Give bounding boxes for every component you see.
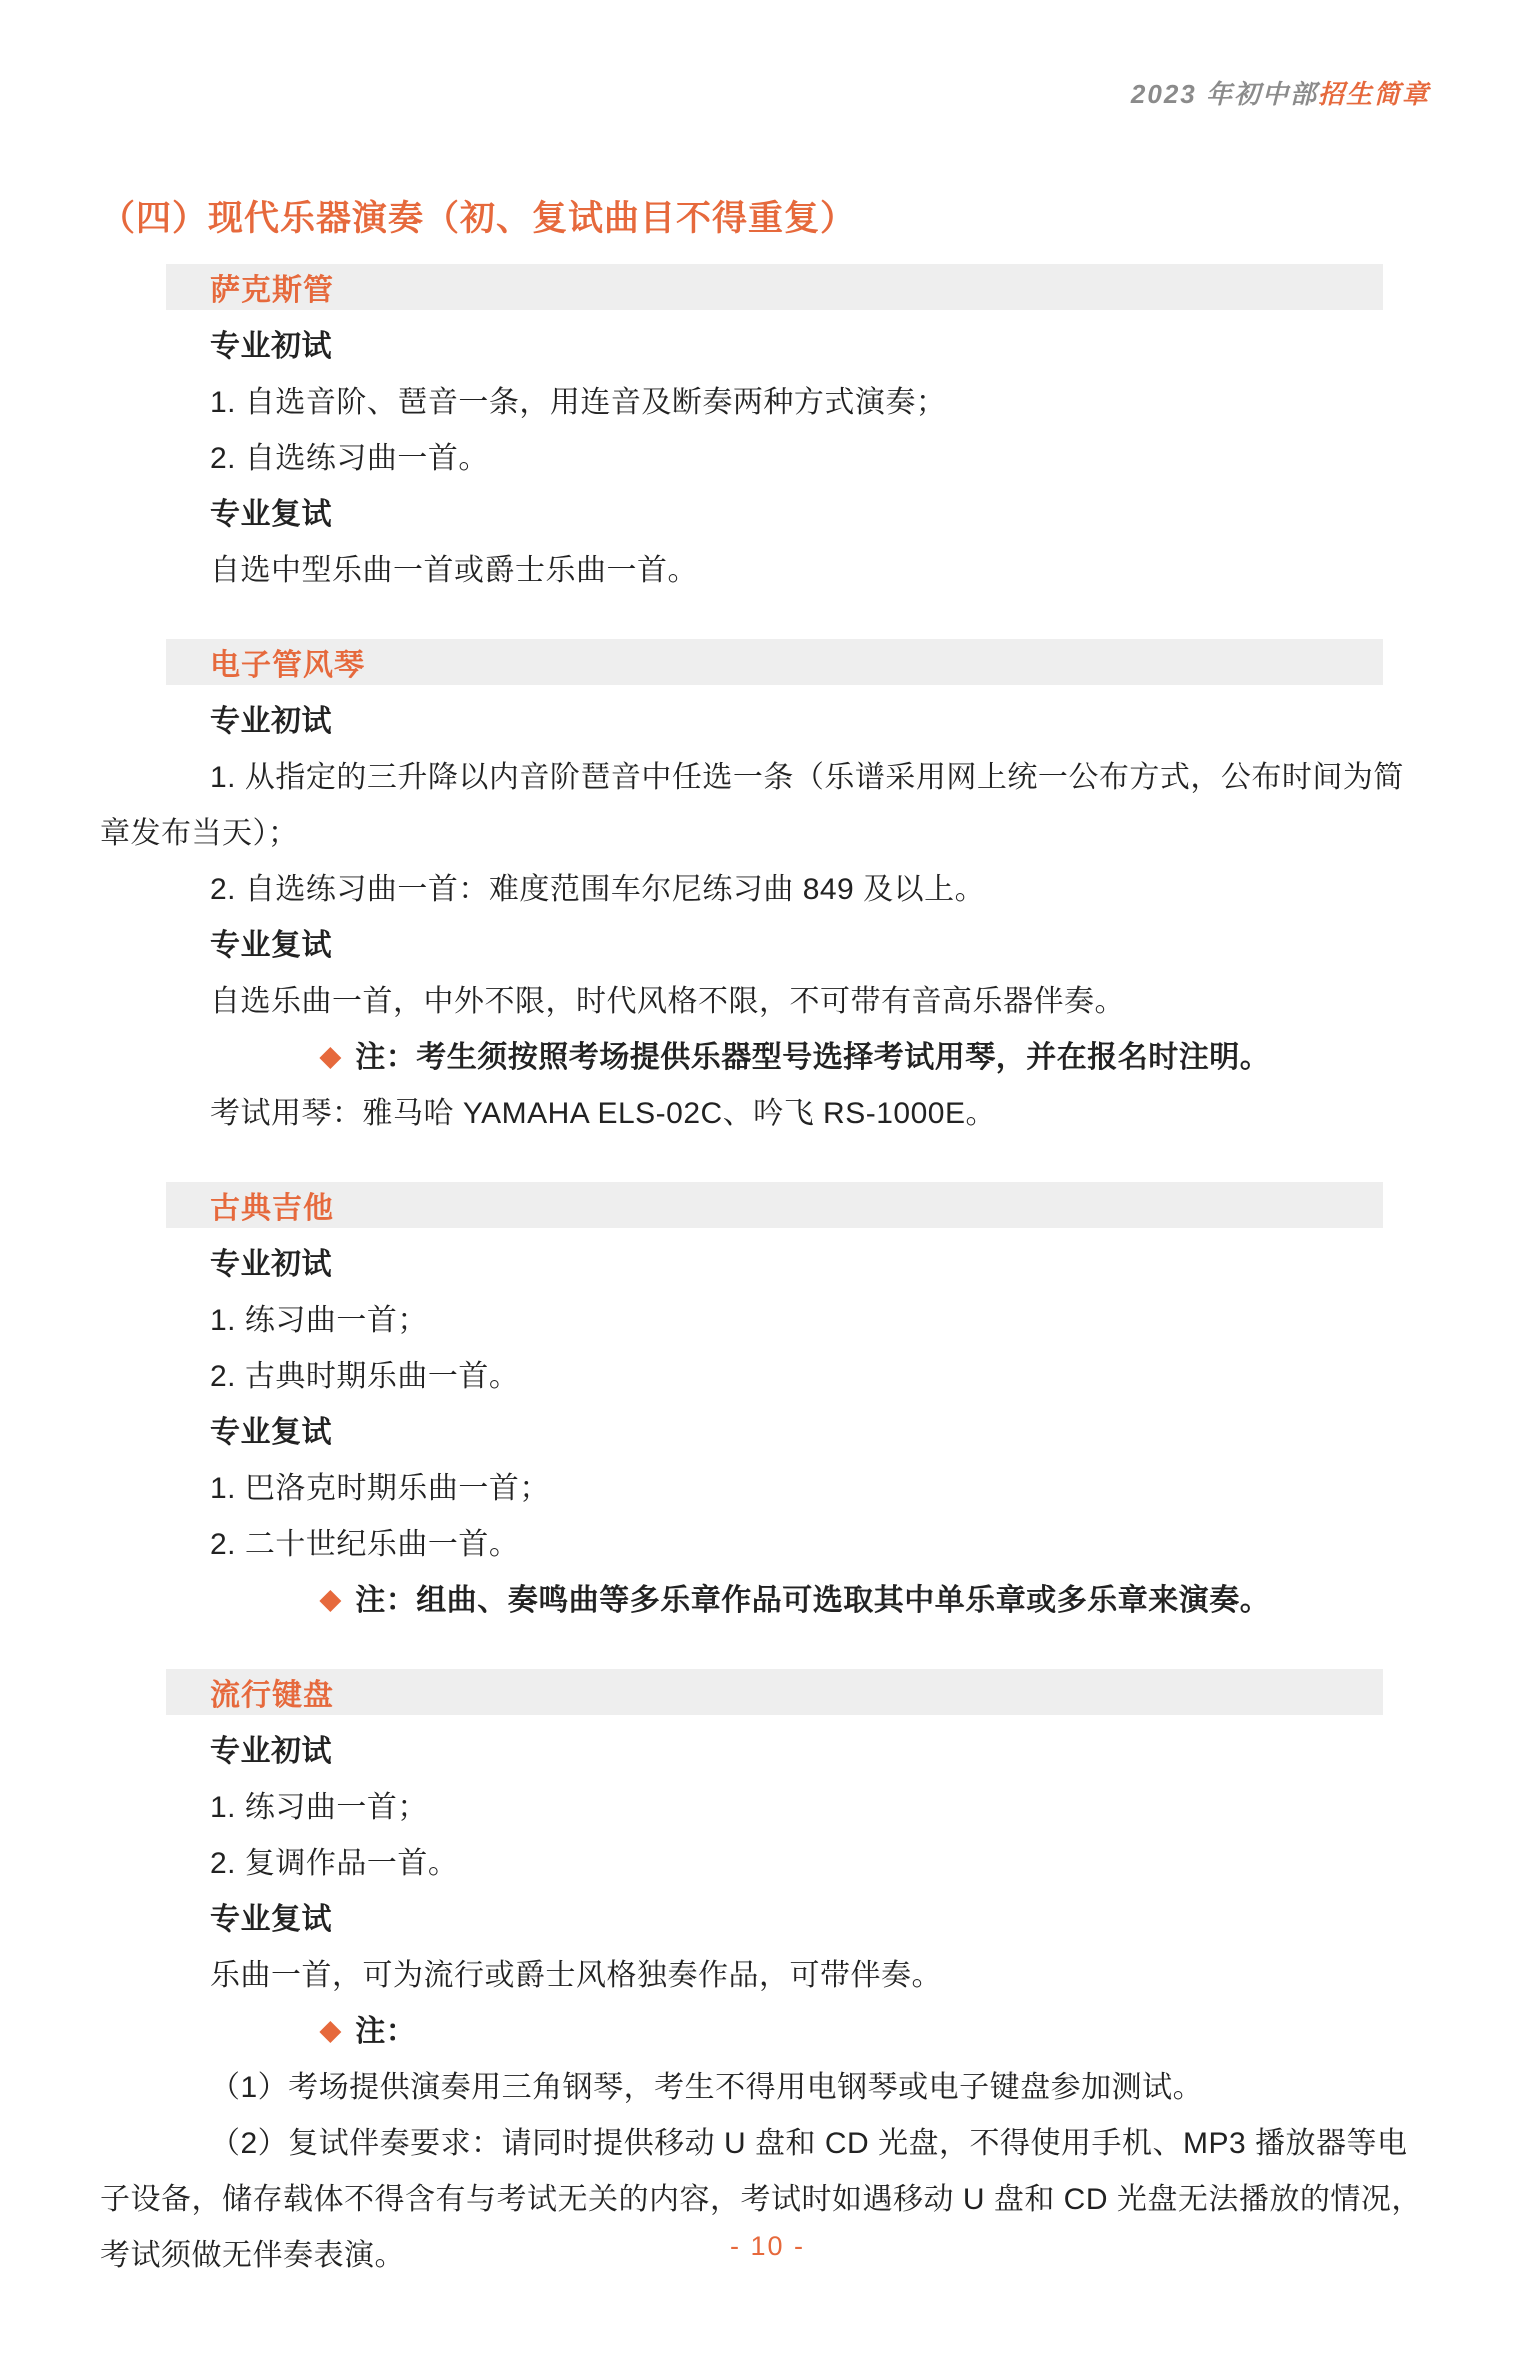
note-paragraph [100,1573,1430,1629]
section-blocks [100,1724,1430,2284]
text-paragraph: 2. 复调作品一首。 [210,1847,459,1880]
section-blocks [100,694,1430,1142]
sections-container [100,264,1430,2284]
section-blocks [100,1237,1430,1629]
section-title: 电子管风琴 [210,649,365,682]
text-paragraph: 考试用琴：雅马哈 YAMAHA ELS-02C、吟飞 RS-1000E。 [210,1097,996,1130]
section-title: 流行键盘 [210,1679,334,1712]
note-text: 注： [355,2015,417,2048]
section-header-bar [166,639,1383,685]
instrument-section [100,1182,1430,1629]
text-paragraph: 2. 古典时期乐曲一首。 [210,1360,520,1393]
note-text: 注：考生须按照考场提供乐器型号选择考试用琴，并在报名时注明。 [355,1041,1271,1074]
diamond-bullet-icon: ◆ [320,1041,342,1071]
instrument-section [100,639,1430,1142]
section-header-bar [166,264,1383,310]
text-paragraph: 1. 练习曲一首； [210,1304,428,1337]
section-header-bar [166,1182,1383,1228]
note-text: 注：组曲、奏鸣曲等多乐章作品可选取其中单乐章或多乐章来演奏。 [355,1584,1271,1617]
section-header-bar [166,1669,1383,1715]
text-paragraph: 自选中型乐曲一首或爵士乐曲一首。 [210,554,698,587]
running-header [100,78,1430,110]
text-paragraph: 乐曲一首，可为流行或爵士风格独奏作品，可带伴奏。 [210,1959,942,1992]
page-number: - 10 - [729,2231,806,2261]
text-paragraph: （2）复试伴奏要求：请同时提供移动 U 盘和 CD 光盘，不得使用手机、MP3 播放器等电子设备，储存载体不得含有与考试无关的内容，考试时如遇移动 U 盘和 CD 光盘无法播放的情况，考试须做无伴奏表演。 [100,2127,1422,2272]
subsection-heading: 专业复试 [210,498,332,531]
text-paragraph: （1）考场提供演奏用三角钢琴，考生不得用电钢琴或电子键盘参加测试。 [210,2071,1204,2104]
text-paragraph: 2. 二十世纪乐曲一首。 [210,1528,520,1561]
page-title: （四）现代乐器演奏（初、复试曲目不得重复） [100,199,857,238]
subsection-heading: 专业初试 [210,705,332,738]
note-paragraph [100,2004,1430,2060]
subsection-heading: 专业初试 [210,1248,332,1281]
running-header-brand: 招生简章 [1317,79,1430,109]
instrument-section [100,1669,1430,2284]
text-paragraph: 2. 自选练习曲一首：难度范围车尔尼练习曲 849 及以上。 [210,873,986,906]
instrument-section [100,264,1430,599]
text-paragraph: 自选乐曲一首，中外不限，时代风格不限，不可带有音高乐器伴奏。 [210,985,1125,1018]
diamond-bullet-icon: ◆ [320,1584,342,1614]
section-title: 萨克斯管 [210,274,334,307]
text-paragraph: 2. 自选练习曲一首。 [210,442,489,475]
text-paragraph: 1. 练习曲一首； [210,1791,428,1824]
diamond-bullet-icon: ◆ [320,2015,342,2045]
running-header-year: 2023 年初中部 [1130,79,1318,109]
text-paragraph: 1. 巴洛克时期乐曲一首； [210,1472,550,1505]
subsection-heading: 专业复试 [210,1903,332,1936]
subsection-heading: 专业复试 [210,929,332,962]
subsection-heading: 专业复试 [210,1416,332,1449]
subsection-heading: 专业初试 [210,330,332,363]
section-title: 古典吉他 [210,1192,334,1225]
subsection-heading: 专业初试 [210,1735,332,1768]
text-paragraph: 1. 自选音阶、琶音一条，用连音及断奏两种方式演奏； [210,386,947,419]
section-blocks [100,319,1430,599]
text-paragraph: 1. 从指定的三升降以内音阶琶音中任选一条（乐谱采用网上统一公布方式，公布时间为简章发布当天）； [100,761,1404,850]
note-paragraph [100,1030,1430,1086]
